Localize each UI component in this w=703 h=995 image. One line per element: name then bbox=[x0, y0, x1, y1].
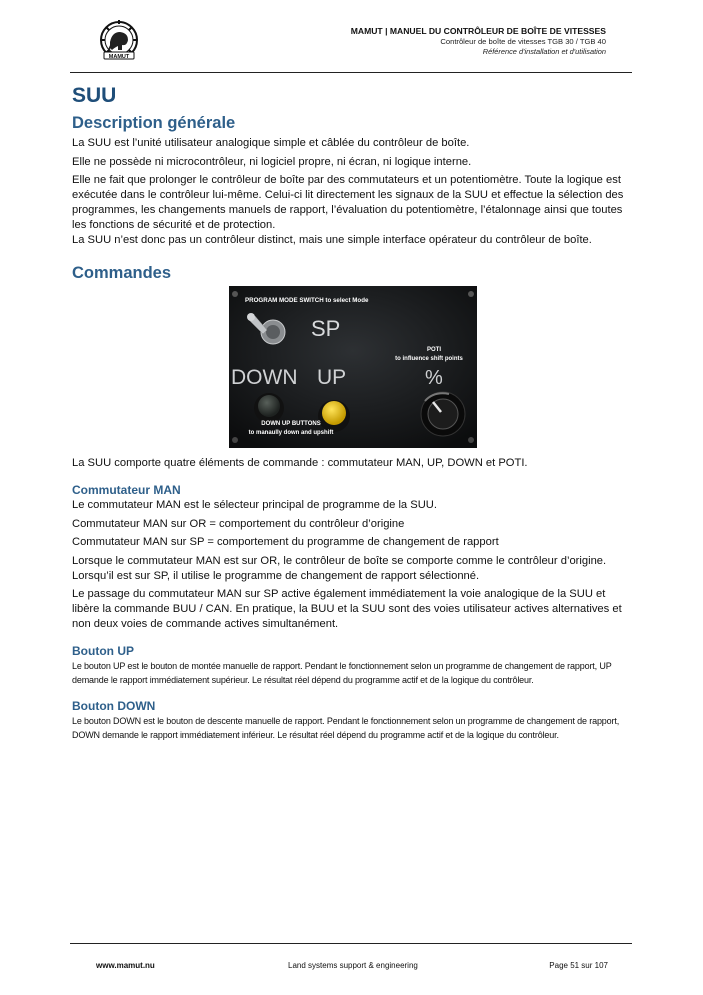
section-heading-description: Description générale bbox=[72, 114, 236, 132]
page-title: SUU bbox=[72, 84, 117, 107]
subheading-up-button: Bouton UP bbox=[72, 644, 134, 658]
photo-label-program: PROGRAM MODE SWITCH to select Mode bbox=[245, 297, 369, 304]
paragraph: La SUU est l’unité utilisateur analogique simple et câblée du contrôleur de boîte. bbox=[72, 137, 470, 149]
photo-label-buttons-sub: to manaully down and upshift bbox=[248, 430, 334, 436]
paragraph: Le passage du commutateur MAN sur SP active également immédiatement la voie analogique de la SUU et libère la commande BUU / CAN. En pratique, la BUU et la SUU sont des voies utilisateur actives alternatives et non deux voies de commande actives simultanément. bbox=[72, 588, 622, 630]
paragraph: La SUU comporte quatre éléments de commande : commutateur MAN, UP, DOWN et POTI. bbox=[72, 457, 528, 469]
paragraph: Le bouton DOWN est le bouton de descente manuelle de rapport. Pendant le fonctionnement selon un programme de changement de rapport, DOWN demande le rapport immédiatement inférieur. Le résultat réel dépend du programme actif et de la logique du contrôleur. bbox=[72, 716, 620, 740]
photo-label-sp: SP bbox=[311, 316, 341, 341]
logo-text: MAMUT bbox=[108, 54, 130, 60]
page-footer bbox=[70, 943, 632, 974]
header-title: MAMUT | MANUEL DU CONTRÔLEUR DE BOÎTE DE VITESSES bbox=[350, 26, 606, 36]
paragraph: Commutateur MAN sur OR = comportement du contrôleur d’origine bbox=[72, 517, 405, 530]
paragraph: Le bouton UP est le bouton de montée manuelle de rapport. Pendant le fonctionnement selon un programme de changement de rapport, UP demande le rapport immédiatement supérieur. Le résultat réel dépend du programme actif et de la logique du contrôleur. bbox=[72, 661, 612, 685]
subheading-down-button: Bouton DOWN bbox=[72, 699, 156, 713]
paragraph: Lorsque le commutateur MAN est sur OR, le contrôleur de boîte se comporte comme le contrôleur d’origine. Lorsqu’il est sur SP, il utilise le programme de changement de rapport sélectionné. bbox=[72, 554, 607, 582]
page-content bbox=[72, 84, 628, 746]
paragraph: Le commutateur MAN est le sélecteur principal de programme de la SUU. bbox=[72, 499, 437, 511]
header-subtitle: Contrôleur de boîte de vitesses TGB 30 / TGB 40 bbox=[440, 37, 606, 46]
suu-control-panel-photo bbox=[229, 286, 477, 448]
header-subtitle-2: Référence d'installation et d'utilisation bbox=[482, 47, 606, 56]
paragraph: Elle ne fait que prolonger le contrôleur de boîte par des commutateurs et un potentiomètre. Toute la logique est exécutée dans le contrôleur lui-même. Celui-ci lit directement les signaux de la SUU et effectue la sélection des programmes, les changements manuels de rapport, l’évaluation du potentiomètre, l’étalonnage ainsi que toutes les fonctions de sécurité et de protection. bbox=[72, 174, 624, 231]
photo-label-up: UP bbox=[317, 366, 347, 389]
subheading-man-switch: Commutateur MAN bbox=[72, 483, 181, 497]
paragraph: Commutateur MAN sur SP = comportement du programme de changement de rapport bbox=[72, 536, 499, 548]
footer-website: www.mamut.nu bbox=[96, 961, 155, 970]
footer-page-number: Page 51 sur 107 bbox=[549, 961, 608, 970]
paragraph: Elle ne possède ni microcontrôleur, ni logiciel propre, ni écran, ni logique interne. bbox=[72, 155, 472, 168]
section-heading-commands: Commandes bbox=[72, 264, 172, 282]
page-header bbox=[70, 18, 632, 73]
photo-label-poti: POTI bbox=[426, 347, 442, 353]
photo-label-poti-sub: to influence shift points bbox=[395, 356, 463, 362]
footer-tagline: Land systems support & engineering bbox=[288, 961, 418, 970]
photo-label-buttons: DOWN UP BUTTONS bbox=[261, 421, 321, 427]
mamut-logo bbox=[94, 20, 144, 62]
photo-label-percent: % bbox=[425, 367, 443, 389]
paragraph: La SUU n’est donc pas un contrôleur distinct, mais une simple interface opérateur du contrôleur de boîte. bbox=[72, 234, 592, 246]
photo-label-down: DOWN bbox=[231, 366, 298, 389]
